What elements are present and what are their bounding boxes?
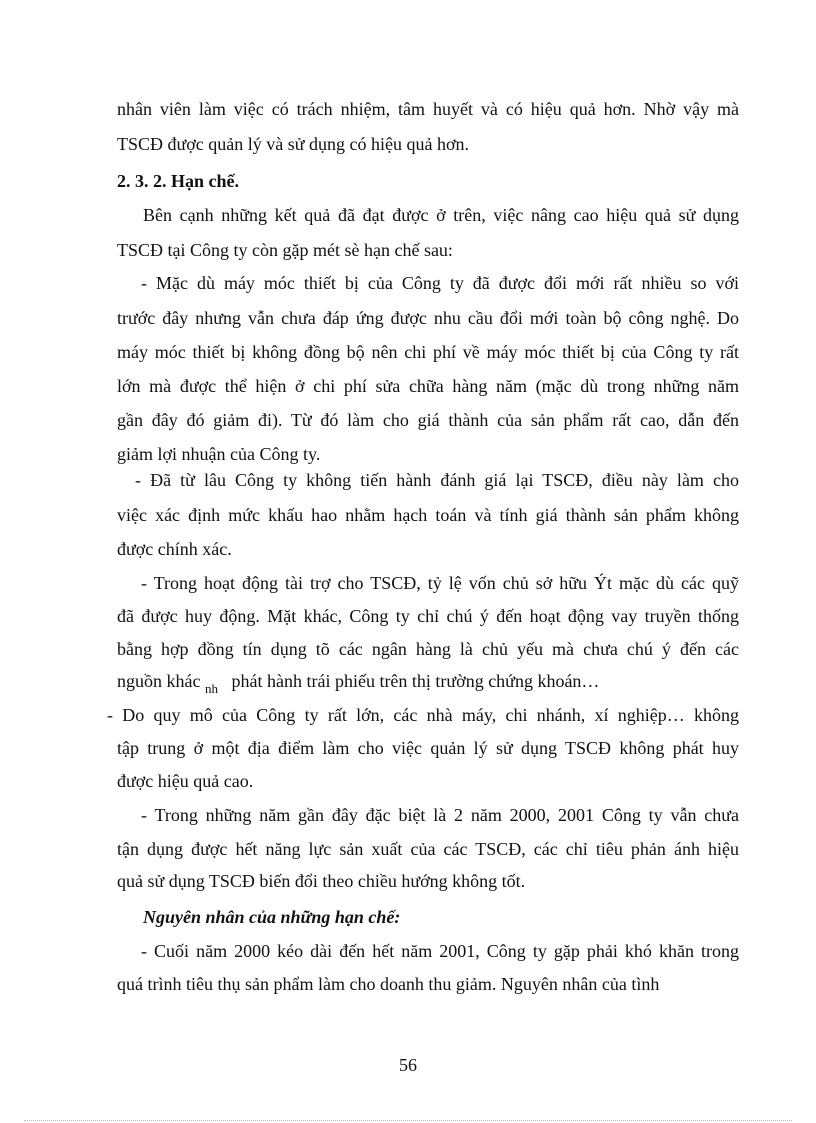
paragraph-line: được hiệu quả cao. xyxy=(117,771,254,791)
paragraph-line: - Đã từ lâu Công ty không tiến hành đánh giá lại TSCĐ, điều này làm cho xyxy=(135,470,739,490)
paragraph-line: - Cuối năm 2000 kéo dài đến hết năm 2001, Công ty gặp phải khó khăn trong xyxy=(141,941,739,961)
paragraph-line: - Mặc dù máy móc thiết bị của Công ty đã được đổi mới rất nhiều so với xyxy=(141,273,739,293)
paragraph-line: việc xác định mức khấu hao nhằm hạch toán và tính giá thành sản phẩm không xyxy=(117,505,739,525)
line-fragment: phát hành trái phiếu trên thị trường chứng khoán… xyxy=(231,671,600,691)
paragraph-line: TSCĐ được quản lý và sử dụng có hiệu quả hơn. xyxy=(117,134,470,154)
paragraph-line: TSCĐ tại Công ty còn gặp mét sè hạn chế sau: xyxy=(117,240,453,260)
paragraph-line: tận dụng được hết năng lực sản xuất của các TSCĐ, các chỉ tiêu phản ánh hiệu xyxy=(117,839,739,859)
paragraph-line: - Do quy mô của Công ty rất lớn, các nhà máy, chi nhánh, xí nghiệp… không xyxy=(107,705,739,725)
paragraph-line: gần đây đó giảm đi). Từ đó làm cho giá thành của sản phẩm rất cao, dẫn đến xyxy=(117,410,739,430)
line-fragment: nguồn khác xyxy=(117,671,201,691)
paragraph-line: Bên cạnh những kết quả đã đạt được ở trên, việc nâng cao hiệu quả sử dụng xyxy=(143,205,739,225)
paragraph-line: bằng hợp đồng tín dụng tõ các ngân hàng là chủ yếu mà chưa chú ý đến các xyxy=(117,639,739,659)
stray-fragment: nh xyxy=(204,681,218,696)
paragraph-line: được chính xác. xyxy=(117,539,232,559)
subsection-heading: Nguyên nhân của những hạn chế: xyxy=(143,907,401,927)
page-bottom-divider xyxy=(24,1120,792,1121)
paragraph-line: giảm lợi nhuận của Công ty. xyxy=(117,444,321,464)
paragraph-line: - Trong những năm gần đây đặc biệt là 2 năm 2000, 2001 Công ty vẫn chưa xyxy=(141,805,739,825)
page-number: 56 xyxy=(399,1055,417,1075)
paragraph-line xyxy=(117,670,739,694)
paragraph-line: lớn mà được thể hiện ở chi phí sửa chữa hàng năm (mặc dù trong những năm xyxy=(117,376,739,396)
section-heading: 2. 3. 2. Hạn chế. xyxy=(117,171,240,191)
paragraph-line: trước đây nhưng vẫn chưa đáp ứng được nhu cầu đổi mới toàn bộ công nghệ. Do xyxy=(117,308,739,328)
paragraph-line: tập trung ở một địa điểm làm cho việc quản lý sử dụng TSCĐ không phát huy xyxy=(117,738,739,758)
paragraph-line: máy móc thiết bị không đồng bộ nên chi phí về máy móc thiết bị của Công ty rất xyxy=(117,342,739,362)
paragraph-line: đã được huy động. Mặt khác, Công ty chỉ chú ý đến hoạt động vay truyền thống xyxy=(117,606,739,626)
paragraph-line: quả sử dụng TSCĐ biến đổi theo chiều hướng không tốt. xyxy=(117,871,526,891)
paragraph-line: - Trong hoạt động tài trợ cho TSCĐ, tỷ lệ vốn chủ sở hữu Ýt mặc dù các quỹ xyxy=(141,573,739,593)
paragraph-line: quá trình tiêu thụ sản phẩm làm cho doanh thu giảm. Nguyên nhân của tình xyxy=(117,974,660,994)
paragraph-line: nhân viên làm việc có trách nhiệm, tâm huyết và có hiệu quả hơn. Nhờ vậy mà xyxy=(117,99,739,119)
